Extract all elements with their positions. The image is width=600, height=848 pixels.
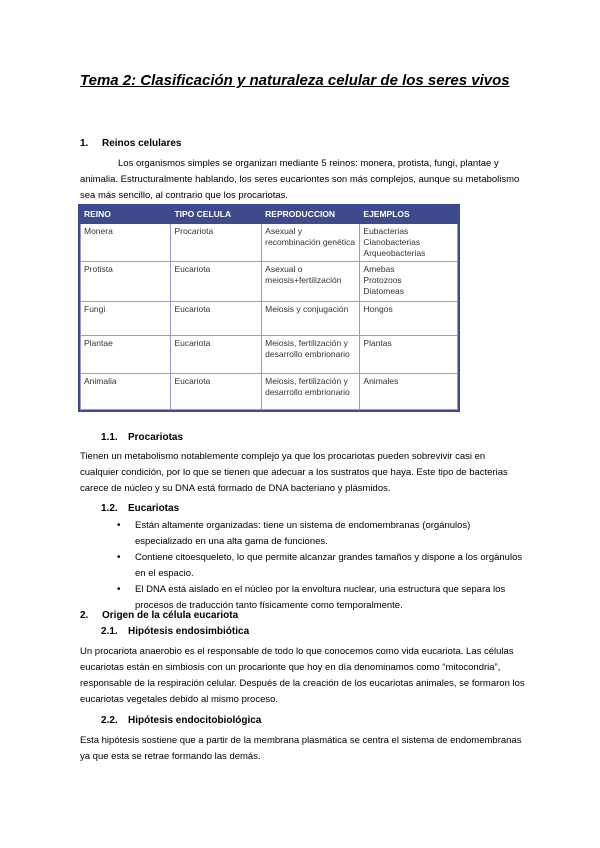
table-row — [81, 224, 458, 262]
heading-text: Procariotas — [128, 432, 184, 443]
heading-text: Hipótesis endocitobiológica — [128, 715, 262, 726]
heading-hipotesis-endosimbiotica — [101, 625, 249, 638]
table-cell: Plantas — [360, 336, 458, 374]
table-cell: Meiosis, fertilización y desarrollo embrionario — [262, 374, 360, 410]
table-header-cell: REINO — [81, 207, 171, 224]
list-item-text: Están altamente organizadas: tiene un sistema de endomembranas (orgánulos) especializado en una alta gama de funciones. — [135, 520, 471, 547]
table-cell: Meiosis y conjugación — [262, 302, 360, 336]
table-cell: Eucariota — [171, 374, 262, 410]
eucariotas-bullet-list — [115, 518, 525, 614]
table-row — [81, 262, 458, 302]
heading-origen-celula-eucariota — [80, 609, 238, 622]
heading-number: 2.2. — [101, 715, 118, 726]
heading-text: Eucariotas — [128, 503, 180, 514]
table-cell: Eucariota — [171, 262, 262, 302]
paragraph-procariotas: Tienen un metabolismo notablemente complejo ya que los procariotas pueden sobrevivir casi en cualquier condición, por lo que se tienen que adecuar a los sustratos que haya. Este tipo de bacterias carece de núcleo y su DNA está formado de DNA bacteriano y plásmidos. — [80, 451, 508, 494]
list-item-text: Contiene citoesqueleto, lo que permite alcanzar grandes tamaños y dispone a los orgánulos en el espacio. — [135, 552, 523, 579]
bullet-icon: • — [117, 552, 121, 563]
heading-text: Origen de la célula eucariota — [102, 610, 239, 621]
heading-number: 2.1. — [101, 626, 118, 637]
heading-procariotas — [101, 431, 183, 444]
table-cell: Fungi — [81, 302, 171, 336]
heading-number: 1.1. — [101, 432, 118, 443]
table-cell: Eubacterias Cianobacterias Arqueobacterias — [360, 224, 458, 262]
table-cell: Animales — [360, 374, 458, 410]
table-cell: Eucariota — [171, 302, 262, 336]
table-cell: Meiosis, fertilización y desarrollo embrionario — [262, 336, 360, 374]
table-row — [81, 374, 458, 410]
table-cell: Hongos — [360, 302, 458, 336]
table-cell: Monera — [81, 224, 171, 262]
table-header-cell: TIPO CELULA — [171, 207, 262, 224]
table-cell: Procariota — [171, 224, 262, 262]
table-cell: Asexual o meiosis+fertilización — [262, 262, 360, 302]
list-item — [115, 550, 525, 582]
table-header-cell: EJEMPLOS — [360, 207, 458, 224]
bullet-icon: • — [117, 584, 121, 595]
table-row — [81, 302, 458, 336]
heading-number: 1.2. — [101, 503, 118, 514]
heading-text: Hipótesis endosimbiótica — [128, 626, 250, 637]
reinos-table — [80, 206, 458, 410]
list-item — [115, 518, 525, 550]
table-cell: Eucariota — [171, 336, 262, 374]
paragraph-endosimbiotica: Un procariota anaerobio es el responsable de todo lo que conocemos como vida eucariota. Las células eucariotas están en simbiosis con un procarionte que hoy en día denominamos como “mitocondria”, responsable de la respiración celular. Después de la creación de los eucariotas animales, se formaron los eucariotas vegetales debido al mismo proceso. — [80, 646, 525, 705]
table-cell: Asexual y recombinación genética — [262, 224, 360, 262]
heading-number: 2. — [80, 610, 89, 621]
table-header-cell: REPRODUCCION — [262, 207, 360, 224]
table-cell: Amebas Protozoos Diatomeas — [360, 262, 458, 302]
table-cell: Animalia — [81, 374, 171, 410]
table-cell: Plantae — [81, 336, 171, 374]
paragraph-endocitobiologica: Esta hipótesis sostiene que a partir de la membrana plasmática se centra el sistema de endomembranas ya que esta se retrae formando las demás. — [80, 735, 522, 762]
heading-text: Reinos celulares — [102, 138, 182, 149]
heading-reinos-celulares — [80, 137, 181, 150]
page-title: Tema 2: Clasificación y naturaleza celular de los seres vivos — [80, 72, 510, 89]
table-row — [81, 336, 458, 374]
paragraph-reinos: Los organismos simples se organizan mediante 5 reinos: monera, protista, fungi, plantae y animalia. Estructuralmente hablando, los seres eucariontes son más complejos, aunque su metabolismo sea más sencillo, al contrario que los procariotas. — [80, 158, 520, 201]
table-cell: Protista — [81, 262, 171, 302]
heading-eucariotas — [101, 502, 179, 515]
list-item-text: El DNA está aislado en el núcleo por la envoltura nuclear, una estructura que separa los procesos de traducción tanto físicamente como temporalmente. — [135, 584, 506, 611]
heading-number: 1. — [80, 138, 89, 149]
heading-hipotesis-endocitobiologica — [101, 714, 261, 727]
bullet-icon: • — [117, 520, 121, 531]
table-header-row — [81, 207, 458, 224]
